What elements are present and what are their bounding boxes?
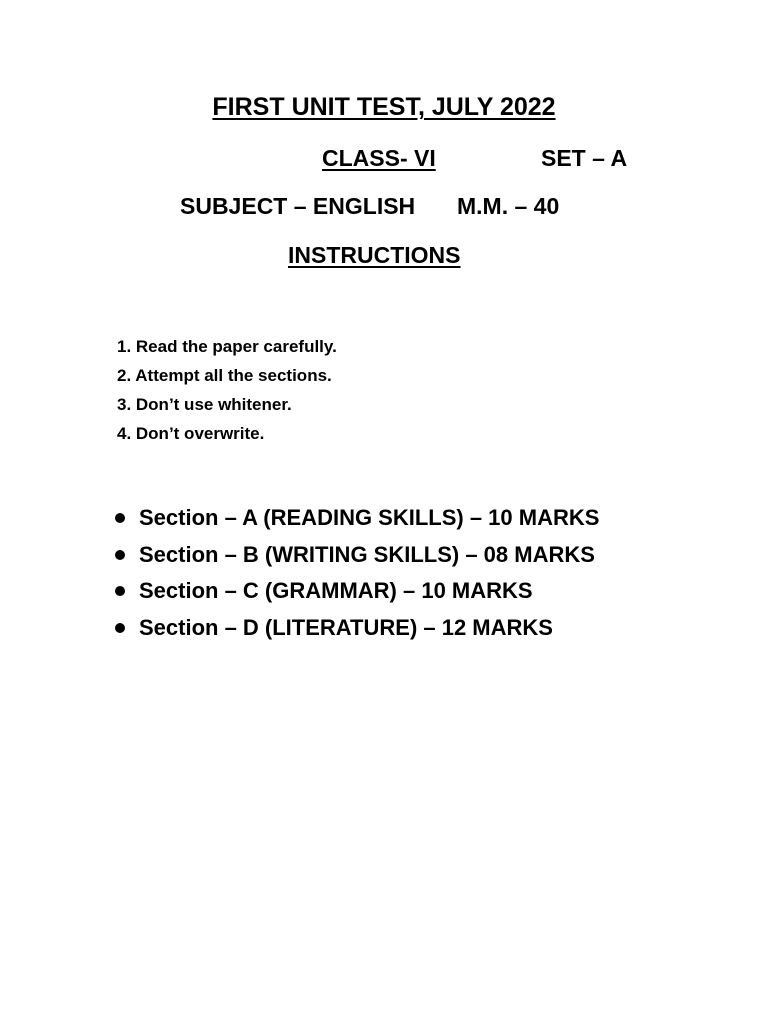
section-label: Section – B (WRITING SKILLS) – 08 MARKS	[139, 541, 595, 567]
instructions-heading: INSTRUCTIONS	[288, 242, 461, 268]
section-label: Section – A (READING SKILLS) – 10 MARKS	[139, 505, 600, 531]
section-list	[115, 500, 599, 646]
instruction-item: 1. Read the paper carefully.	[117, 337, 337, 356]
bullet-icon	[115, 513, 125, 523]
instruction-item: 4. Don’t overwrite.	[117, 424, 265, 443]
section-label: Section – D (LITERATURE) – 12 MARKS	[139, 614, 553, 640]
bullet-icon	[115, 623, 125, 633]
instruction-item: 2. Attempt all the sections.	[117, 366, 332, 385]
section-item	[115, 610, 599, 647]
section-label: Section – C (GRAMMAR) – 10 MARKS	[139, 578, 533, 604]
section-item	[115, 500, 599, 537]
subject-label: SUBJECT – ENGLISH	[180, 193, 416, 219]
page-title: FIRST UNIT TEST, JULY 2022	[212, 93, 556, 121]
bullet-icon	[115, 550, 125, 560]
instruction-item: 3. Don’t use whitener.	[117, 395, 292, 414]
section-item	[115, 537, 599, 574]
bullet-icon	[115, 586, 125, 596]
max-marks-label: M.M. – 40	[457, 193, 560, 219]
class-label: CLASS- VI	[322, 145, 436, 171]
instruction-list	[117, 337, 337, 453]
set-label: SET – A	[541, 145, 628, 171]
section-item	[115, 573, 599, 610]
